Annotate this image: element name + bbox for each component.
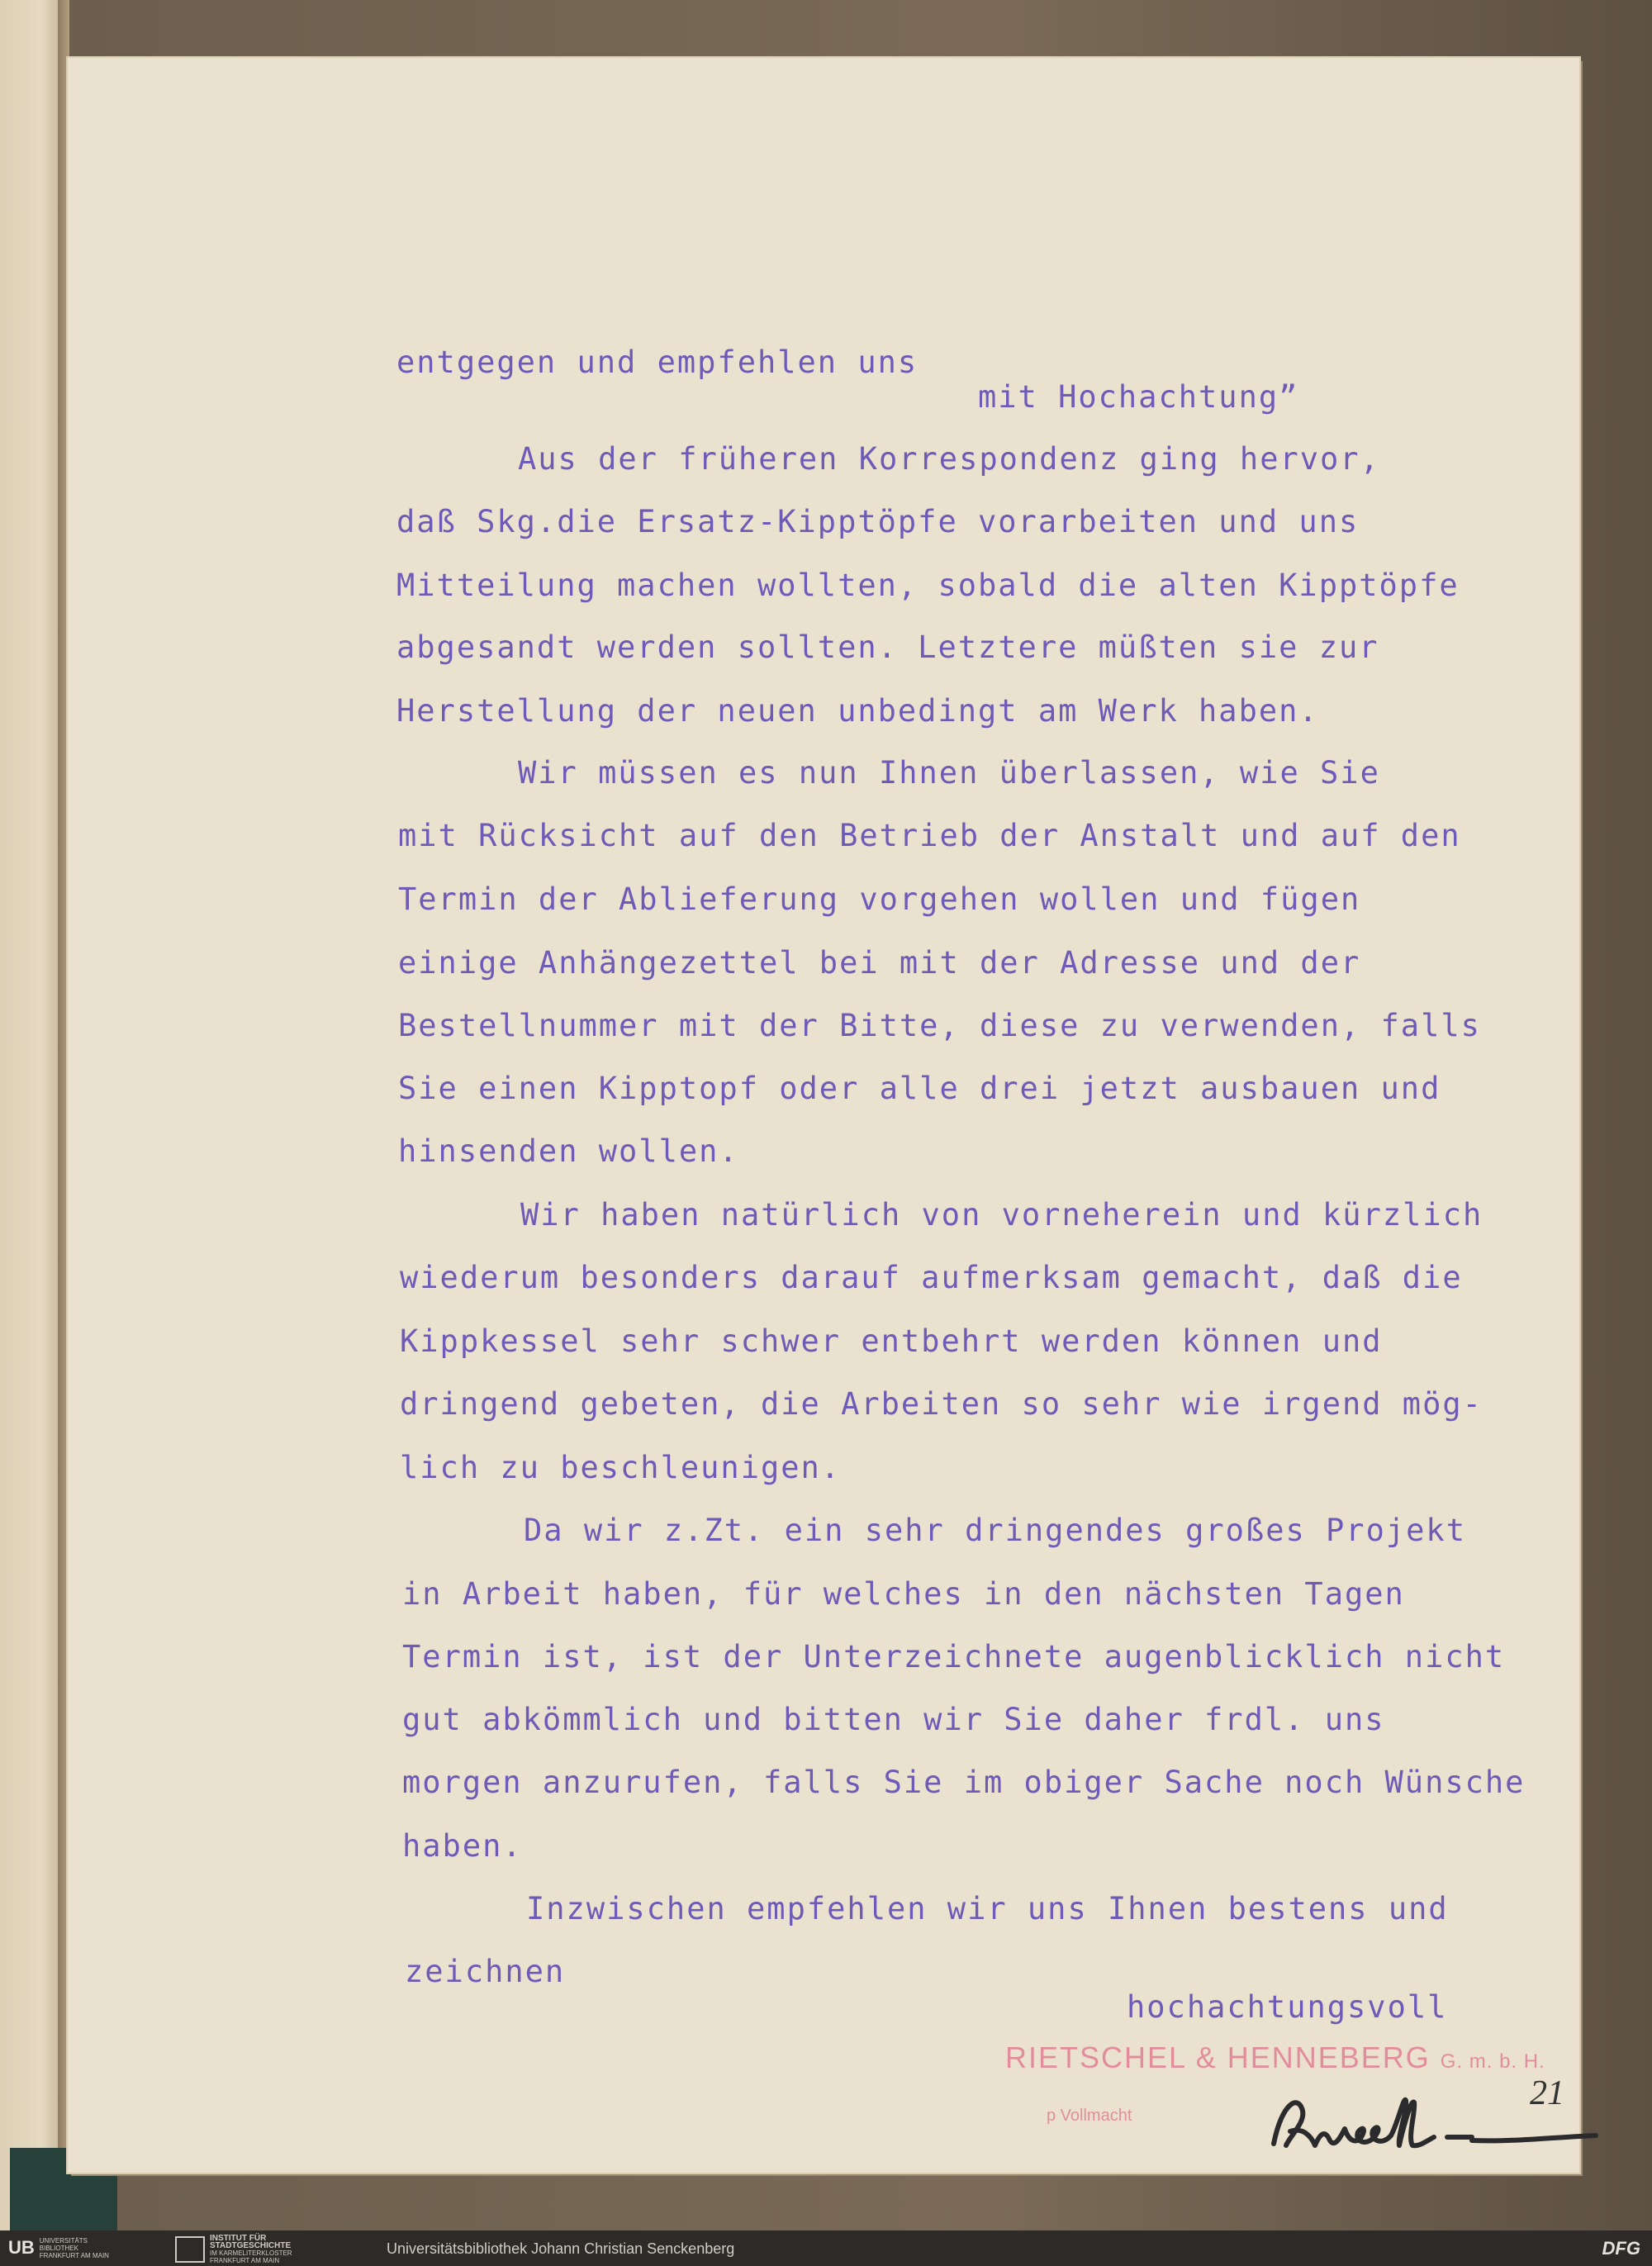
letter-line: haben. — [402, 1828, 523, 1864]
letter-line: Inzwischen empfehlen wir uns Ihnen bestens und — [526, 1891, 1449, 1926]
letter-line: Sie einen Kipptopf oder alle drei jetzt ausbauen und — [398, 1071, 1441, 1106]
letter-line: entgegen und empfehlen uns — [396, 344, 919, 380]
company-stamp-suffix: G. m. b. H. — [1440, 2050, 1545, 2073]
letter-line: wiederum besonders darauf aufmerksam gemacht, daß die — [400, 1260, 1463, 1295]
isg-logo-icon — [175, 2236, 205, 2263]
letter-line: Da wir z.Zt. ein sehr dringendes großes Projekt — [524, 1513, 1466, 1548]
letter-line: Termin der Ablieferung vorgehen wollen und fügen — [398, 881, 1361, 917]
letter-line: Aus der früheren Korrespondenz ging hervor, — [518, 441, 1380, 477]
letter-line: Herstellung der neuen unbedingt am Werk haben. — [396, 693, 1319, 729]
letter-line: Bestellnummer mit der Bitte, diese zu verwenden, falls — [398, 1008, 1481, 1043]
ub-logo-mark: UB — [8, 2237, 35, 2258]
digitization-footer — [0, 2230, 1652, 2266]
power-of-attorney-stamp: p Vollmacht — [1047, 2107, 1132, 2125]
letter-line: mit Rücksicht auf den Betrieb der Anstalt und auf den — [398, 818, 1461, 853]
letter-line: lich zu beschleunigen. — [400, 1450, 842, 1485]
isg-text-line: INSTITUT FÜR — [210, 2234, 267, 2243]
letter-line: Wir haben natürlich von vorneherein und kürzlich — [520, 1197, 1483, 1233]
letter-line: hinsenden wollen. — [398, 1133, 739, 1169]
ub-text-line: UNIVERSITÄTS — [39, 2236, 88, 2245]
library-name: Universitätsbibliothek Johann Christian Senckenberg — [387, 2240, 735, 2257]
letter-line: Kippkessel sehr schwer entbehrt werden können und — [400, 1323, 1383, 1359]
dfg-logo: DFG — [1602, 2238, 1640, 2259]
isg-text-line: STADTGESCHICHTE — [210, 2241, 292, 2250]
closing-phrase: hochachtungsvoll — [1127, 1989, 1448, 2025]
isg-logo — [175, 2235, 292, 2264]
letter-line: zeichnen — [405, 1954, 566, 1989]
isg-text-line: FRANKFURT AM MAIN — [210, 2257, 280, 2264]
letter-page — [68, 58, 1579, 2173]
letter-line: daß Skg.die Ersatz-Kipptöpfe vorarbeiten und uns — [396, 504, 1360, 539]
letter-line: Termin ist, ist der Unterzeichnete augenblicklich nicht — [402, 1639, 1506, 1675]
letter-line: Mitteilung machen wollten, sobald die alten Kipptöpfe — [396, 568, 1460, 603]
letter-line: einige Anhängezettel bei mit der Adresse und der — [398, 945, 1361, 981]
ub-logo — [8, 2235, 109, 2260]
letter-line: dringend gebeten, die Arbeiten so sehr wie irgend mög- — [400, 1386, 1483, 1422]
isg-logo-text — [210, 2235, 292, 2264]
sheet-number: 21 — [1530, 2074, 1564, 2112]
ub-logo-text — [40, 2237, 109, 2259]
letter-line: in Arbeit haben, für welches in den nächsten Tagen — [402, 1576, 1405, 1612]
ub-text-line: BIBLIOTHEK — [39, 2244, 78, 2252]
letter-line: Wir müssen es nun Ihnen überlassen, wie Sie — [518, 755, 1380, 791]
letter-line: mit Hochachtung” — [978, 379, 1299, 415]
letter-line: gut abkömmlich und bitten wir Sie daher frdl. uns — [402, 1702, 1385, 1737]
letter-line: abgesandt werden sollten. Letztere müßten sie zur — [396, 629, 1379, 665]
adjacent-page-edge — [0, 0, 58, 2230]
company-stamp-name: RIETSCHEL & HENNEBERG — [1005, 2040, 1431, 2074]
ub-text-line: FRANKFURT AM MAIN — [39, 2251, 109, 2259]
isg-text-line: IM KARMELITERKLOSTER — [210, 2249, 292, 2257]
company-stamp — [1005, 2040, 1545, 2075]
typewritten-letter — [68, 58, 1579, 2173]
letter-line: morgen anzurufen, falls Sie im obiger Sache noch Wünsche — [402, 1765, 1526, 1800]
